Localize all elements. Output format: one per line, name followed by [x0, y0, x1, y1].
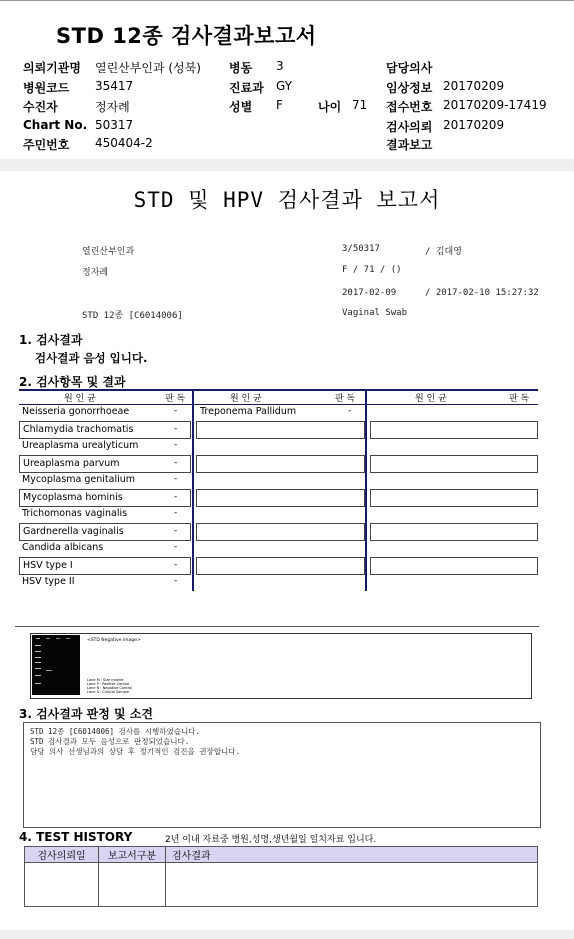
age-label: 나이 — [318, 100, 342, 114]
organism-name: Trichomonas vaginalis — [22, 508, 128, 519]
organism-result: - — [174, 474, 178, 484]
history-col-header: 검사결과 — [166, 847, 538, 863]
col2-organism-name: Treponema Pallidum — [200, 406, 297, 417]
section4-heading: 4. TEST HISTORY — [19, 830, 133, 844]
opinion-line: STD 검사결과 모두 음성으로 판정되었습니다. — [30, 737, 190, 746]
organism-result: - — [174, 526, 178, 536]
organism-name: Neisseria gonorrhoeae — [22, 406, 130, 417]
patient-name: 정자례 — [82, 268, 109, 278]
organism-result: - — [174, 424, 178, 434]
history-col-header: 검사의뢰일 — [25, 847, 99, 863]
request-date-value: 20170209 — [443, 118, 505, 132]
doctor-name: / 김대영 — [425, 247, 462, 257]
history-header-row — [25, 847, 538, 863]
grid-divider-1 — [192, 389, 194, 591]
gel-legend-item: Lane N : Negative Control — [87, 686, 133, 690]
empty-cell — [196, 421, 365, 439]
opinion-text — [30, 727, 240, 757]
organism-name: Ureaplasma urealyticum — [22, 440, 139, 451]
organism-result: - — [174, 492, 178, 502]
age-value: 71 — [352, 98, 368, 112]
results-grid-header — [19, 389, 538, 405]
organism-name: Candida albicans — [22, 542, 104, 553]
history-table — [24, 846, 538, 907]
opinion-line: 담당 의사 선생님과의 상담 후 정기적인 검진을 권장합니다. — [30, 747, 241, 756]
hospital-code-label: 병원코드 — [23, 81, 70, 95]
empty-cell — [196, 523, 365, 541]
section2-heading: 2. 검사항목 및 결과 — [19, 375, 126, 389]
gel-image — [32, 635, 80, 695]
dept-value: GY — [276, 79, 293, 93]
doctor-label: 담당의사 — [386, 61, 433, 75]
gel-legend-item: Lane P : Positive Control — [87, 682, 130, 686]
organism-name: Mycoplasma hominis — [23, 492, 123, 503]
receipt-value: 20170209-17419 — [443, 98, 547, 112]
empty-cell — [196, 489, 365, 507]
hospital-code-value: 35417 — [95, 79, 134, 93]
date-received: 2017-02-09 — [342, 288, 397, 298]
chart-doctor: 3/50317 — [342, 244, 380, 254]
gel-caption: <STD Negative image> — [87, 638, 141, 643]
organism-result: - — [174, 560, 178, 570]
empty-cell — [370, 421, 538, 439]
organism-name: Chlamydia trachomatis — [23, 424, 134, 435]
empty-cell — [370, 455, 538, 473]
opinion-box — [23, 722, 541, 828]
col1-pathogen-header: 원 인 균 — [64, 394, 96, 404]
gel-image-panel — [30, 633, 532, 699]
sex-label: 성별 — [229, 100, 253, 114]
organism-result: - — [174, 440, 178, 450]
specimen: Vaginal Swab — [342, 308, 408, 318]
history-empty-row — [25, 863, 538, 907]
patient-value: 정자례 — [95, 100, 130, 114]
organism-result: - — [174, 542, 178, 552]
organism-list — [19, 404, 191, 592]
empty-cell — [370, 489, 538, 507]
dept-label: 진료과 — [229, 81, 264, 95]
clinical-label: 임상정보 — [386, 81, 433, 95]
col3-pathogen-header: 원 인 균 — [415, 394, 447, 404]
rrn-value: 450404-2 — [95, 136, 153, 150]
organism-name: Mycoplasma genitalium — [22, 474, 136, 485]
ward-label: 병동 — [229, 61, 253, 75]
gel-legend-item: Lane M : Size marker — [87, 678, 124, 682]
col2-pathogen-header: 원 인 균 — [230, 394, 262, 404]
result-report-label: 결과보고 — [386, 138, 433, 152]
chart-label: Chart No. — [23, 118, 88, 132]
institution-value: 열린산부인과 (성북) — [95, 61, 201, 75]
sex-value: F — [276, 98, 283, 112]
section1-heading: 1. 검사결과 — [19, 333, 83, 347]
empty-cell — [196, 455, 365, 473]
ward-value: 3 — [276, 59, 284, 73]
organism-result: - — [174, 508, 178, 518]
sex-age: F / 71 / () — [342, 265, 402, 275]
gel-bands — [32, 635, 80, 695]
history-cell — [99, 863, 166, 907]
section3-heading: 3. 검사결과 판정 및 소견 — [19, 707, 153, 721]
section-divider — [0, 159, 574, 171]
col2-organism-result: - — [348, 406, 352, 416]
organism-name: Ureaplasma parvum — [23, 458, 120, 469]
institution-label: 의뢰기관명 — [23, 61, 81, 75]
section1-result: 검사결과 음성 입니다. — [35, 351, 148, 365]
empty-cell — [370, 523, 538, 541]
history-cell — [25, 863, 99, 907]
request-date-label: 검사의뢰 — [386, 120, 433, 134]
clinical-value: 20170209 — [443, 79, 505, 93]
col2-result-header: 판 독 — [335, 394, 356, 404]
top-border — [0, 0, 574, 1]
clinic-name: 열린산부인과 — [82, 247, 135, 257]
gel-legend — [87, 678, 132, 694]
rrn-label: 주민번호 — [23, 138, 70, 152]
test-code: STD 12종 [C6014006] — [82, 311, 183, 321]
bottom-band — [0, 930, 574, 939]
history-col-header: 보고서구분 — [99, 847, 166, 863]
organism-result: - — [174, 576, 178, 586]
divider-line — [15, 626, 539, 627]
opinion-line: STD 12종 [C6014006] 검사를 시행하였습니다. — [30, 727, 201, 736]
gel-legend-item: Lane S : Clinical Sample — [87, 690, 130, 694]
empty-cell — [370, 557, 538, 575]
history-note: 2년 이내 자료중 병원,성명,생년월일 일치자료 입니다. — [165, 835, 377, 845]
organism-name: HSV type I — [23, 560, 73, 571]
report-title: STD 및 HPV 검사결과 보고서 — [133, 188, 441, 212]
date-reported: / 2017-02-10 15:27:32 — [425, 288, 539, 298]
col3-result-header: 판 독 — [509, 394, 530, 404]
chart-value: 50317 — [95, 118, 134, 132]
history-cell — [166, 863, 538, 907]
patient-label: 수진자 — [23, 100, 58, 114]
col1-result-header: 판 독 — [165, 394, 186, 404]
empty-cell — [196, 557, 365, 575]
page-title: STD 12종 검사결과보고서 — [56, 24, 317, 48]
grid-divider-2 — [365, 389, 367, 591]
receipt-label: 접수번호 — [386, 100, 433, 114]
organism-name: HSV type II — [22, 576, 75, 587]
organism-result: - — [174, 458, 178, 468]
organism-name: Gardnerella vaginalis — [23, 526, 124, 537]
organism-result: - — [174, 406, 178, 416]
